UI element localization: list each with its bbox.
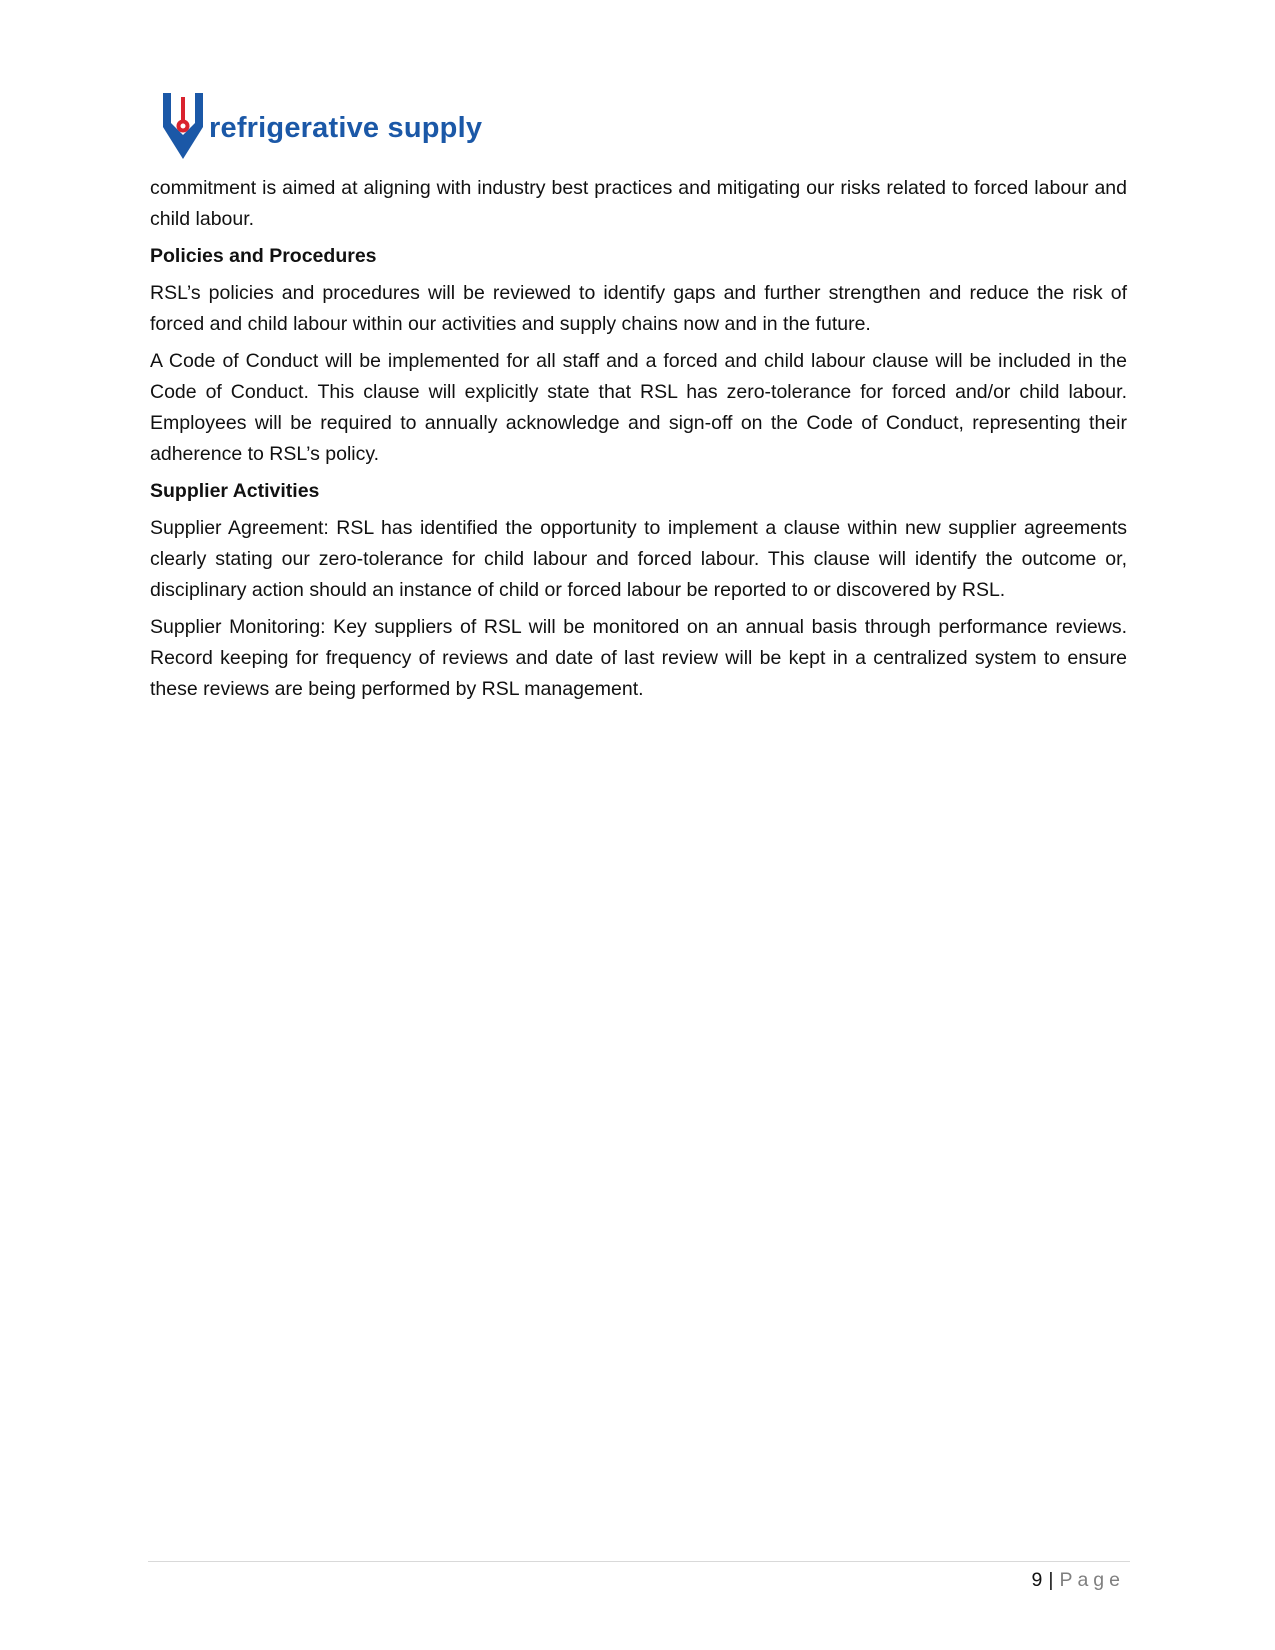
page-number: 9 (1031, 1569, 1043, 1591)
intro-paragraph: commitment is aimed at aligning with industry best practices and mitigating our risks related to forced labour and child labour. (150, 177, 1127, 230)
section-heading-supplier: Supplier Activities (150, 480, 320, 502)
page-label: Page (1059, 1569, 1125, 1591)
company-logo (163, 93, 482, 159)
policies-paragraph-2: A Code of Conduct will be implemented for all staff and a forced and child labour clause will be included in the Code of Conduct. This clause will explicitly state that RSL has zero-tolerance for forced and/or child labour. Employees will be required to annually acknowledge and sign-off on the Code of Conduct, representing their adherence to RSL’s policy. (150, 350, 1127, 465)
logo-mark-icon (163, 93, 203, 159)
policies-paragraph-1: RSL’s policies and procedures will be reviewed to identify gaps and further strengthen and reduce the risk of forced and child labour within our activities and supply chains now and in the future. (150, 282, 1127, 335)
footer-separator: | (1048, 1569, 1054, 1591)
section-heading-policies: Policies and Procedures (150, 245, 377, 267)
page-footer (1032, 1566, 1125, 1594)
page-content (150, 173, 1127, 711)
supplier-agreement-paragraph: Supplier Agreement: RSL has identified the opportunity to implement a clause within new supplier agreements clearly stating our zero-tolerance for child labour and forced labour. This clause will identify the outcome or, disciplinary action should an instance of child or forced labour be reported to or discovered by RSL. (150, 517, 1127, 601)
footer-divider (148, 1561, 1130, 1562)
supplier-monitoring-paragraph: Supplier Monitoring: Key suppliers of RSL will be monitored on an annual basis through performance reviews. Record keeping for frequency of reviews and date of last review will be kept in a centralized system to ensure these reviews are being performed by RSL management. (150, 616, 1127, 700)
logo-wordmark: refrigerative supply (209, 111, 483, 144)
